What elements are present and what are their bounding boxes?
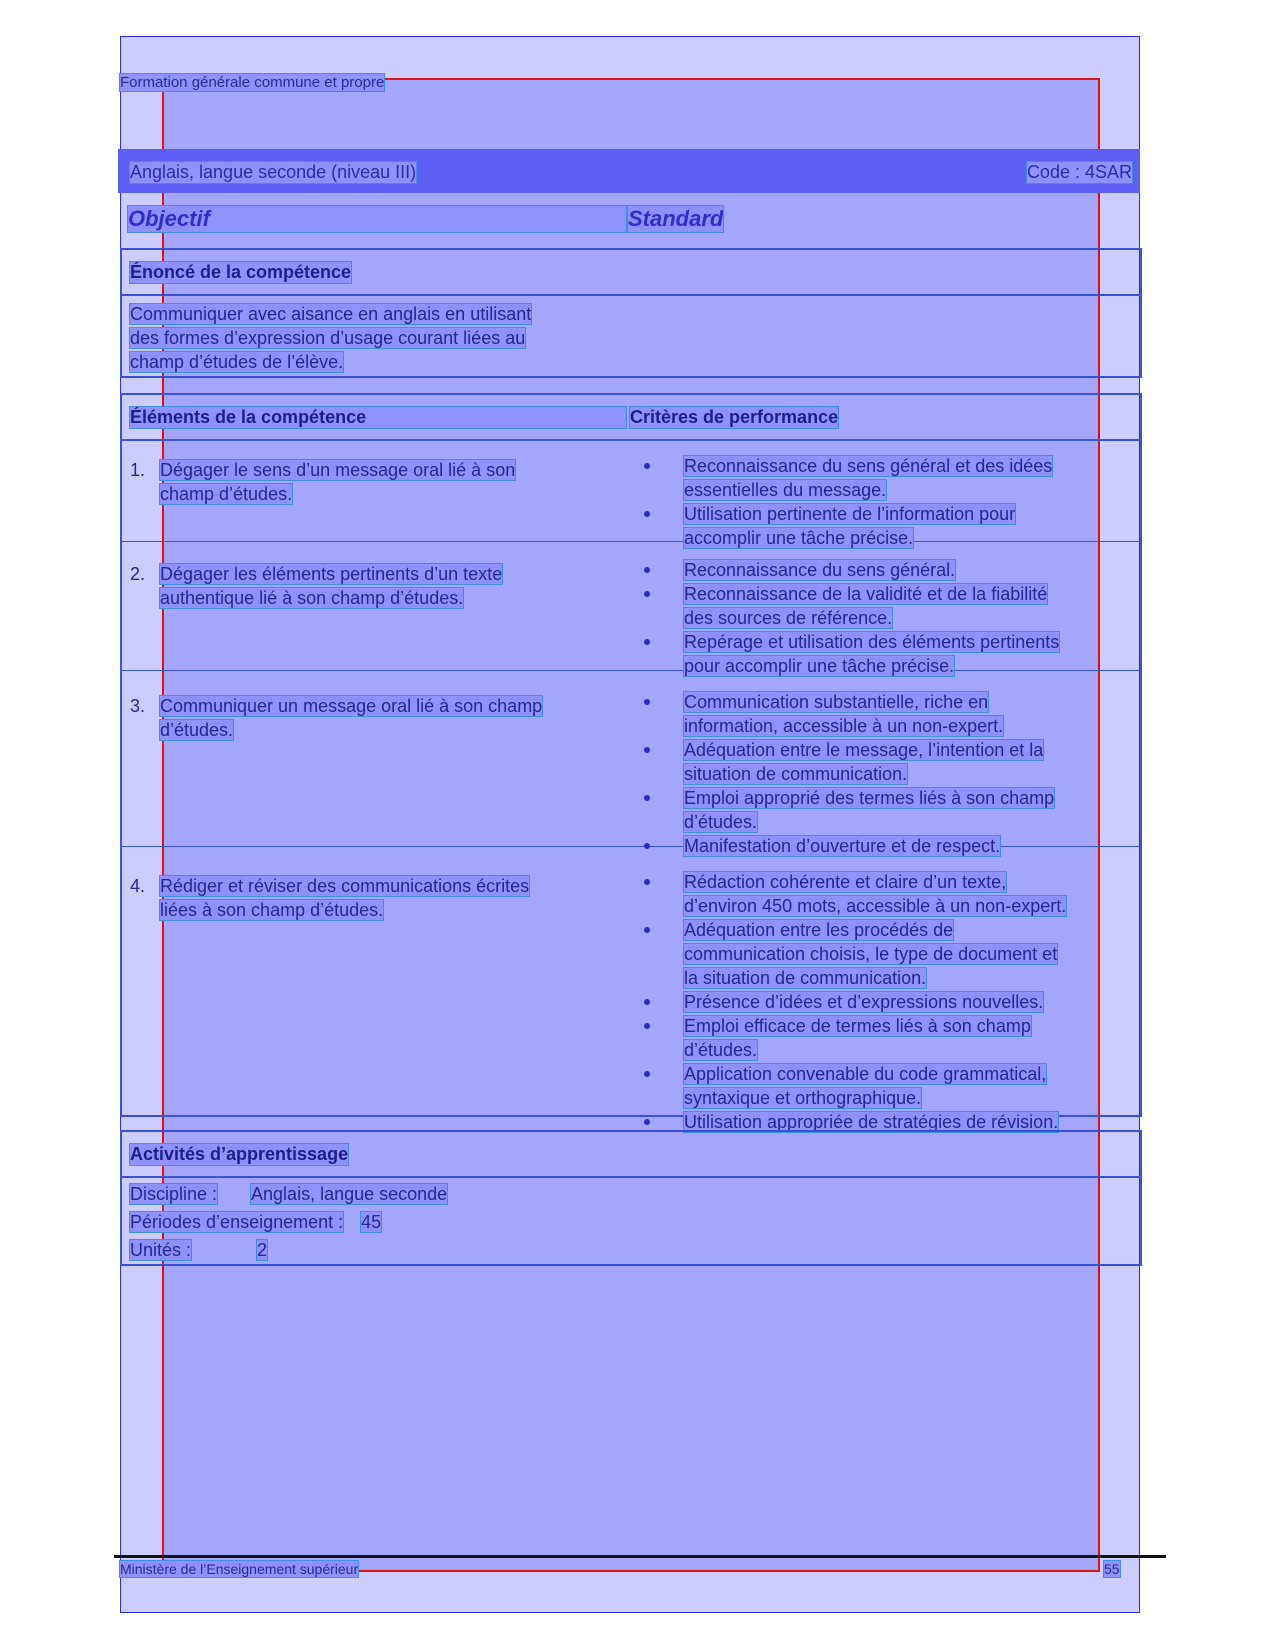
discipline-line — [130, 1182, 447, 1206]
criteria-list — [640, 454, 1120, 550]
criterion-item: Application convenable du code grammatical, syntaxique et orthographique. — [640, 1062, 1120, 1110]
bullet-icon — [644, 1119, 650, 1125]
criterion-item: Utilisation appropriée de stratégies de révision. — [640, 1110, 1120, 1134]
criterion-item: Communication substantielle, riche en information, accessible à un non-expert. — [640, 690, 1120, 738]
bullet-icon — [644, 591, 650, 597]
activites-header — [122, 1132, 1140, 1178]
footer-rule — [114, 1555, 1166, 1558]
page-number: 55 — [1104, 1561, 1120, 1577]
objectif-heading: Objectif — [128, 206, 626, 232]
element-text: Communiquer un message oral lié à son champ d’études. — [160, 696, 543, 740]
bullet-icon — [644, 1071, 650, 1077]
element-text: Dégager le sens d’un message oral lié à son champ d’études. — [160, 460, 516, 504]
element-number: 3. — [130, 696, 146, 716]
element-number: 4. — [130, 876, 146, 896]
criterion-item: Reconnaissance du sens général et des idées essentielles du message. — [640, 454, 1120, 502]
running-header: Formation générale commune et propre — [120, 74, 385, 91]
criteria-list — [640, 690, 1120, 858]
activites-title: Activités d’apprentissage — [130, 1144, 349, 1164]
discipline-label: Discipline : — [130, 1184, 218, 1204]
unites-line — [130, 1238, 267, 1262]
element-text: Rédiger et réviser des communications écrites liées à son champ d’études. — [160, 876, 530, 920]
unites-value: 2 — [257, 1240, 268, 1260]
activites-box — [120, 1130, 1142, 1266]
criteria-list — [640, 558, 1120, 678]
criteria-title: Critères de performance — [630, 407, 839, 427]
footer-text: Ministère de l’Enseignement supérieur — [120, 1561, 359, 1577]
bullet-icon — [644, 795, 650, 801]
criterion-item: Emploi approprié des termes liés à son champ d’études. — [640, 786, 1120, 834]
criterion-item: Repérage et utilisation des éléments pertinents pour accomplir une tâche précise. — [640, 630, 1120, 678]
bullet-icon — [644, 1023, 650, 1029]
element-number: 1. — [130, 460, 146, 480]
enonce-header — [122, 250, 1140, 296]
bullet-icon — [644, 747, 650, 753]
periodes-label: Périodes d’enseignement : — [130, 1212, 344, 1232]
criterion-item: Manifestation d’ouverture et de respect. — [640, 834, 1120, 858]
bullet-icon — [644, 699, 650, 705]
elements-header — [122, 395, 1140, 441]
bullet-icon — [644, 639, 650, 645]
criterion-item: Emploi efficace de termes liés à son champ d’études. — [640, 1014, 1120, 1062]
element-number: 2. — [130, 564, 146, 584]
criterion-item: Rédaction cohérente et claire d’un texte, d’environ 450 mots, accessible à un non-expert. — [640, 870, 1120, 918]
criterion-item: Présence d’idées et d’expressions nouvelles. — [640, 990, 1120, 1014]
bullet-icon — [644, 463, 650, 469]
course-code: Code : 4SAR — [1026, 162, 1132, 182]
course-title: Anglais, langue seconde (niveau III) — [130, 162, 417, 182]
enonce-text: Communiquer avec aisance en anglais en utilisant des formes d’expression d’usage courant liées au champ d’études de l’élève. — [130, 304, 532, 372]
enonce-title: Énoncé de la compétence — [130, 262, 352, 282]
element-text: Dégager les éléments pertinents d’un texte authentique lié à son champ d’études. — [160, 564, 503, 608]
criteria-list — [640, 870, 1120, 1134]
bullet-icon — [644, 927, 650, 933]
periodes-value: 45 — [361, 1212, 382, 1232]
criterion-item: Adéquation entre le message, l’intention et la situation de communication. — [640, 738, 1120, 786]
criterion-item: Reconnaissance de la validité et de la fiabilité des sources de référence. — [640, 582, 1120, 630]
bullet-icon — [644, 843, 650, 849]
standard-heading: Standard — [628, 206, 724, 231]
bullet-icon — [644, 999, 650, 1005]
elements-title: Éléments de la compétence — [130, 407, 626, 428]
criterion-item: Adéquation entre les procédés de communication choisis, le type de document et la situation de communication. — [640, 918, 1120, 990]
criterion-item: Utilisation pertinente de l’information pour accomplir une tâche précise. — [640, 502, 1120, 550]
unites-label: Unités : — [130, 1240, 192, 1260]
bullet-icon — [644, 879, 650, 885]
bullet-icon — [644, 567, 650, 573]
discipline-value: Anglais, langue seconde — [251, 1184, 448, 1204]
enonce-box — [120, 248, 1142, 378]
periodes-line — [130, 1210, 381, 1234]
bullet-icon — [644, 511, 650, 517]
criterion-item: Reconnaissance du sens général. — [640, 558, 1120, 582]
